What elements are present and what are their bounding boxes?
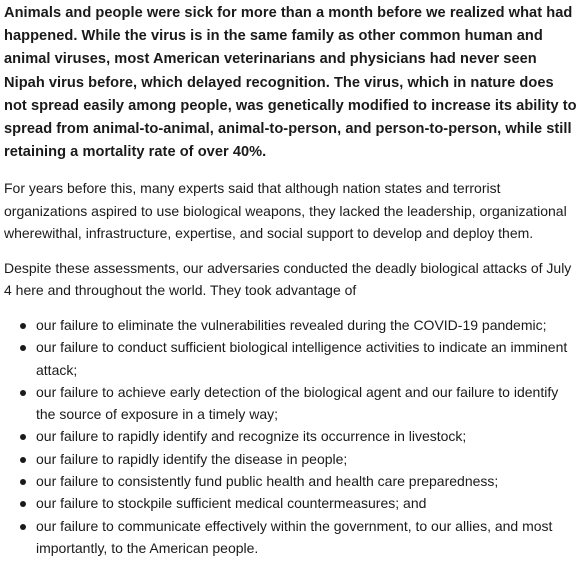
list-item-text: our failure to stockpile sufficient medical countermeasures; and — [36, 495, 427, 512]
list-item — [14, 336, 579, 381]
bullet-icon — [20, 524, 26, 530]
list-item — [14, 314, 579, 336]
list-item — [14, 425, 579, 447]
list-item — [14, 448, 579, 470]
list-item-text: our failure to eliminate the vulnerabilities revealed during the COVID-19 pandemic; — [36, 316, 547, 333]
bullet-icon — [20, 345, 26, 351]
list-item-text: our failure to rapidly identify the disease in people; — [36, 450, 348, 467]
bullet-icon — [20, 457, 26, 463]
list-item — [14, 381, 579, 426]
failures-list — [4, 314, 579, 559]
list-item — [14, 515, 579, 560]
bullet-icon — [20, 501, 26, 507]
list-item — [14, 492, 579, 514]
list-item-text: our failure to communicate effectively within the government, to our allies, and most importantly, to the American people. — [36, 517, 553, 556]
list-item-text: our failure to rapidly identify and recognize its occurrence in livestock; — [36, 428, 467, 445]
bullet-icon — [20, 479, 26, 485]
list-item — [14, 470, 579, 492]
list-item-text: our failure to conduct sufficient biological intelligence activities to indicate an imminent attack; — [36, 339, 568, 378]
list-item-text: our failure to achieve early detection of the biological agent and our failure to identify the source of exposure in a timely way; — [36, 383, 559, 423]
lead-paragraph: Animals and people were sick for more than a month before we realized what had happened. While the virus is in the same family as other common human and animal viruses, most American veterinarians and physicians had never seen Nipah virus before, which delayed recognition. The virus, which in nature does not spread easily among people, was genetically modified to increase its ability to spread from animal-to-animal, animal-to-person, and person-to-person, while still retaining a mortality rate of over 40%. — [4, 5, 577, 161]
attacks-paragraph: Despite these assessments, our adversaries conducted the deadly biological attacks of July 4 here and throughout the world. They took advantage of — [4, 259, 572, 299]
bullet-icon — [20, 390, 26, 396]
bullet-icon — [20, 434, 26, 440]
experts-paragraph: For years before this, many experts said that although nation states and terrorist organizations aspired to use biological weapons, they lacked the leadership, organizational wherewithal, infrastructure, expertise, and social support to develop and deploy them. — [4, 180, 567, 242]
list-item-text: our failure to consistently fund public health and health care preparedness; — [36, 473, 499, 489]
bullet-icon — [20, 323, 26, 329]
